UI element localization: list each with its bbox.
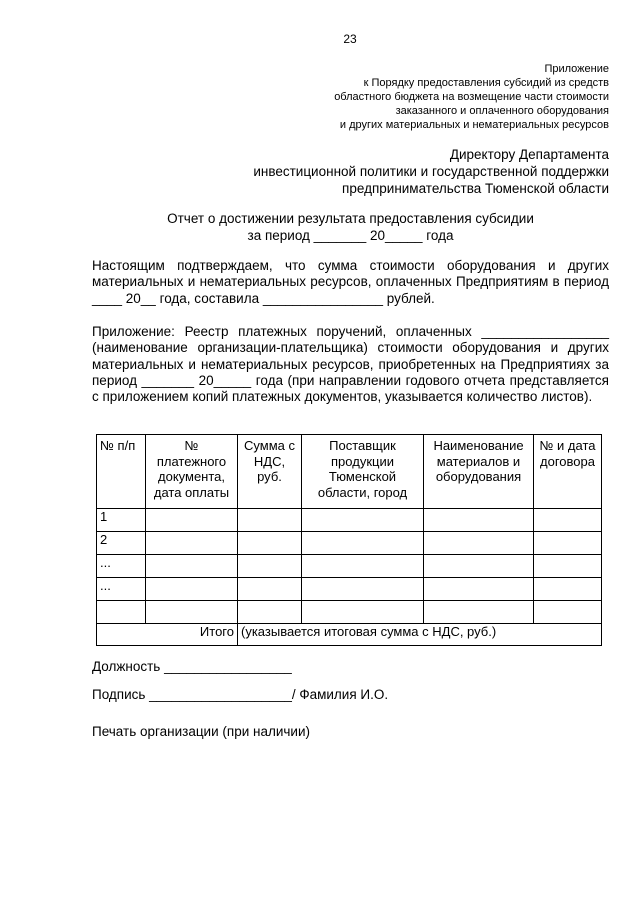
appendix-line: к Порядку предоставления субсидий из средств (363, 77, 609, 89)
total-value: (указывается итоговая сумма с НДС, руб.) (238, 624, 602, 646)
table-cell (146, 601, 238, 624)
table-cell (238, 601, 302, 624)
table-cell (146, 509, 238, 532)
seal-line: Печать организации (при наличии) (92, 724, 310, 739)
table-cell: ... (97, 578, 146, 601)
table-cell (302, 578, 424, 601)
addressee-line: инвестиционной политики и государственной поддержки (253, 164, 609, 179)
table-cell (238, 532, 302, 555)
table-row (97, 509, 602, 532)
table-cell (302, 532, 424, 555)
header-cell-payment-doc: № платежного документа, дата оплаты (146, 435, 238, 509)
table-cell (424, 601, 534, 624)
table-header-row (97, 435, 602, 509)
table-cell (302, 601, 424, 624)
table-cell (424, 578, 534, 601)
attachment-paragraph: Приложение: Реестр платежных поручений, оплаченных _________________ (наименование организации-плательщика) стоимости оборудования и других материальных и нематериальных ресурсов, приобретенных на Предприятиях за период _______ 20_____ года (при направлении годового отчета представляется с приложением копий платежных документов, указывается количество листов). (92, 324, 609, 405)
header-cell-contract: № и дата договора (534, 435, 602, 509)
table-total-row (97, 624, 602, 646)
table-cell: 2 (97, 532, 146, 555)
table-cell (146, 555, 238, 578)
table-cell (146, 532, 238, 555)
table-cell (534, 532, 602, 555)
addressee-line: предпринимательства Тюменской области (342, 181, 609, 196)
page-number: 23 (343, 32, 357, 46)
header-cell-materials: Наименование материалов и оборудования (424, 435, 534, 509)
table-cell (238, 555, 302, 578)
header-cell-number: № п/п (97, 435, 146, 509)
table-cell (534, 509, 602, 532)
payment-registry-table (96, 434, 602, 646)
table-cell (424, 509, 534, 532)
appendix-line: и других материальных и нематериальных ресурсов (339, 119, 609, 131)
table-row (97, 532, 602, 555)
addressee-line: Директору Департамента (449, 147, 609, 162)
appendix-line: Приложение (544, 63, 609, 75)
table-cell (534, 555, 602, 578)
table-cell (302, 509, 424, 532)
appendix-block (334, 62, 609, 132)
header-cell-amount: Сумма с НДС, руб. (238, 435, 302, 509)
confirmation-paragraph: Настоящим подтверждаем, что сумма стоимости оборудования и других материальных и нематериальных ресурсов, оплаченных Предприятиям в период ____ 20__ года, составила ________________ рублей. (92, 258, 609, 306)
table-row (97, 601, 602, 624)
table-row (97, 555, 602, 578)
table-cell (534, 601, 602, 624)
header-cell-supplier: Поставщик продукции Тюменской области, город (302, 435, 424, 509)
table-cell (97, 601, 146, 624)
report-title (92, 210, 609, 244)
table-cell (424, 555, 534, 578)
table-cell (238, 509, 302, 532)
table-cell (238, 578, 302, 601)
total-label: Итого (97, 624, 238, 646)
signature-line: Подпись ___________________/ Фамилия И.О. (92, 687, 389, 702)
table-cell (534, 578, 602, 601)
report-period-line: за период _______ 20_____ года (247, 228, 454, 243)
table-cell (302, 555, 424, 578)
table-cell (146, 578, 238, 601)
position-line: Должность _________________ (92, 659, 292, 674)
addressee-block (253, 146, 609, 197)
table-cell: ... (97, 555, 146, 578)
table-row (97, 578, 602, 601)
table-cell: 1 (97, 509, 146, 532)
report-title-line: Отчет о достижении результата предоставления субсидии (167, 211, 534, 226)
appendix-line: областного бюджета на возмещение части стоимости (334, 91, 609, 103)
table-cell (424, 532, 534, 555)
appendix-line: заказанного и оплаченного оборудования (395, 105, 609, 117)
